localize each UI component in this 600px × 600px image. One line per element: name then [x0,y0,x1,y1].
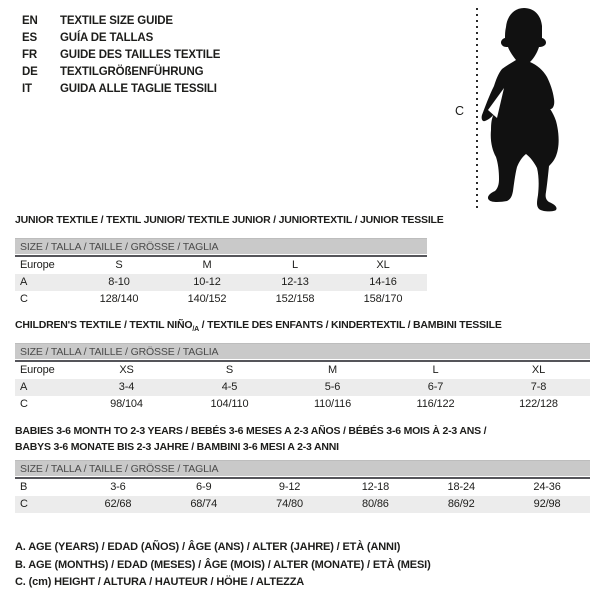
lang-title-es: GUÍA DE TALLAS [60,32,154,44]
baby-silhouette-icon [479,0,599,220]
table-row: Europe S M L XL [15,257,427,274]
row-label: C [20,498,28,510]
lang-code-es: ES [22,32,38,44]
row-label: A [20,276,28,288]
table-row: B 3-6 6-9 9-12 12-18 18-24 24-36 [15,479,590,496]
children-size-table [15,343,590,413]
row-label: C [20,293,28,305]
children-table-title: CHILDREN'S TEXTILE / TEXTIL $NIÑO_{/A}$ / TEXTILE DES ENFANTS / KINDERTEXTIL / BAMBINI TESSILE [15,319,502,334]
babies-size-table [15,460,590,513]
row-label: C [20,398,28,410]
size-header-bar: SIZE / TALLA / TAILLE / GRÖSSE / TAGLIA [15,343,590,359]
lang-title-en: TEXTILE SIZE GUIDE [60,15,173,27]
figure-height-label: C [455,104,464,118]
footnote-c: C. (cm) HEIGHT / ALTURA / HAUTEUR / HÖHE / ALTEZZA [15,576,305,588]
junior-table-title: JUNIOR TEXTILE / TEXTIL JUNIOR/ TEXTILE JUNIOR / JUNIORTEXTIL / JUNIOR TESSILE [15,214,444,226]
footnote-b: B. AGE (MONTHS) / EDAD (MESES) / ÂGE (MOIS) / ALTER (MONATE) / ETÀ (MESI) [15,558,431,571]
lang-code-fr: FR [22,49,38,61]
row-label: Europe [20,364,55,376]
table-row: C 128/140 140/152 152/158 158/170 [15,291,427,308]
language-legend [22,13,220,98]
table-row: Europe XS S M L XL [15,362,590,379]
row-label: B [20,481,28,493]
table-row: A 8-10 10-12 12-13 14-16 [15,274,427,291]
size-header-bar: SIZE / TALLA / TAILLE / GRÖSSE / TAGLIA [15,460,590,476]
table-row: C 98/104 104/110 110/116 116/122 122/128 [15,396,590,413]
size-header-bar: SIZE / TALLA / TAILLE / GRÖSSE / TAGLIA [15,238,427,254]
row-label: A [20,381,28,393]
footnotes [15,539,431,592]
lang-title-it: GUIDA ALLE TAGLIE TESSILI [60,83,217,95]
lang-code-it: IT [22,83,32,95]
footnote-a: A. AGE (YEARS) / EDAD (AÑOS) / ÂGE (ANS) / ALTER (JAHRE) / ETÀ (ANNI) [15,541,401,553]
babies-table-title: BABIES 3-6 MONTH TO 2-3 YEARS / BEBÉS 3-6 MESES A 2-3 AÑOS / BÉBÉS 3-6 MOIS À 2-3 ANS / BABYS 3-6 MONATE BIS 2-3 JAHRE / BAMBINI 3-6 MESI A 2-3 ANNI [15,425,487,453]
lang-code-en: EN [22,15,38,27]
row-label: Europe [20,259,55,271]
table-row: A 3-4 4-5 5-6 6-7 7-8 [15,379,590,396]
table-row: C 62/68 68/74 74/80 80/86 86/92 92/98 [15,496,590,513]
lang-title-de: TEXTILGRÖßENFÜHRUNG [60,66,204,78]
height-measure-dotted-line [476,8,478,210]
junior-size-table [15,238,427,308]
lang-title-fr: GUIDE DES TAILLES TEXTILE [60,49,221,61]
lang-code-de: DE [22,66,38,78]
